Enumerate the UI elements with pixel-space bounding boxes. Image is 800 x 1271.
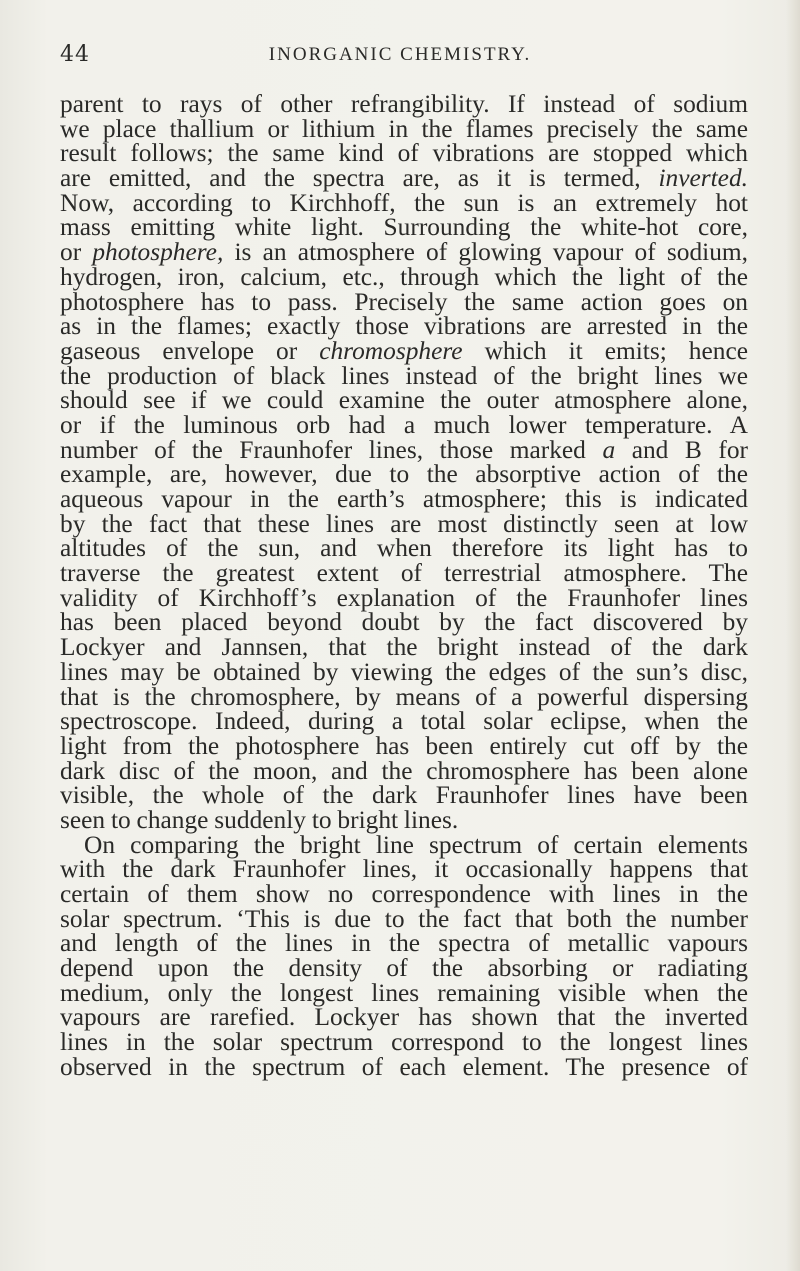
text-line: solar spectrum. ‘This is due to the fact that both the number xyxy=(60,904,748,933)
text-segment: gaseous envelope or xyxy=(60,336,320,365)
text-line: hydrogen, iron, calcium, etc., through which the light of the xyxy=(60,262,748,291)
text-line: or if the luminous orb had a much lower temperature. A xyxy=(60,410,748,439)
text-line: with the dark Fraunhofer lines, it occasionally happens that xyxy=(60,855,748,884)
text-segment: which it emits; hence xyxy=(462,336,748,365)
text-line: certain of them show no correspondence with lines in the xyxy=(60,880,748,908)
text-segment: are emitted, and the spectra are, as it is termed, xyxy=(60,164,659,193)
text-line: by the fact that these lines are most distinctly seen at low xyxy=(60,509,748,538)
text-line: aqueous vapour in the earth’s atmosphere; this is indicated xyxy=(60,485,748,513)
italic-term: a xyxy=(602,435,616,464)
text-line: spectroscope. Indeed, during a total solar eclipse, when the xyxy=(60,707,748,736)
text-line: has been placed beyond doubt by the fact discovered by xyxy=(60,608,748,637)
text-line: altitudes of the sun, and when therefore its light has to xyxy=(60,534,748,563)
text-line: observed in the spectrum of each element. The presence of xyxy=(60,1052,748,1081)
text-line: example, are, however, due to the absorptive action of the xyxy=(60,460,748,489)
text-line: photosphere has to pass. Precisely the same action goes on xyxy=(60,287,748,316)
text-line: On comparing the bright line spectrum of certain elements xyxy=(84,830,748,859)
text-line: validity of Kirchhoff’s explanation of the Fraunhofer lines xyxy=(60,583,748,612)
text-line: and length of the lines in the spectra of metallic vapours xyxy=(60,929,748,958)
text-segment: is an atmosphere of glowing vapour of sodium, xyxy=(223,238,748,267)
italic-term: chromosphere xyxy=(319,336,463,365)
text-line: vapours are rarefied. Lockyer has shown that the inverted xyxy=(60,1003,748,1032)
text-line: medium, only the longest lines remaining visible when the xyxy=(60,978,748,1007)
text-line: the production of black lines instead of the bright lines we xyxy=(60,361,748,390)
text-line: should see if we could examine the outer atmosphere alone, xyxy=(60,386,748,415)
text-segment: number of the Fraunhofer lines, those marked xyxy=(60,435,603,464)
text-line: as in the flames; exactly those vibrations are arrested in the xyxy=(60,312,748,341)
text-line xyxy=(60,435,748,464)
page-header xyxy=(60,42,740,72)
page-number: 44 xyxy=(60,42,90,67)
text-line: we place thallium or lithium in the flames precisely the same xyxy=(60,114,748,143)
text-line: seen to change suddenly to bright lines. xyxy=(60,805,459,834)
text-segment: and B for xyxy=(615,435,748,464)
text-line: lines in the solar spectrum correspond to the longest lines xyxy=(60,1028,748,1057)
text-line: that is the chromosphere, by means of a powerful dispersing xyxy=(60,682,748,711)
body-text xyxy=(60,92,748,1080)
text-line: depend upon the density of the absorbing or radiating xyxy=(60,954,748,983)
text-line xyxy=(60,240,748,265)
text-line: Lockyer and Jannsen, that the bright instead of the dark xyxy=(60,633,748,662)
text-line: light from the photosphere has been entirely cut off by the xyxy=(60,731,748,760)
text-line: result follows; the same kind of vibrations are stopped which xyxy=(60,139,748,168)
text-line xyxy=(60,336,748,365)
text-line: Now, according to Kirchhoff, the sun is an extremely hot xyxy=(60,188,748,217)
italic-term: inverted. xyxy=(658,164,748,193)
running-head: INORGANIC CHEMISTRY. xyxy=(268,44,532,65)
page-edge-shadow xyxy=(786,0,800,1271)
text-segment: or xyxy=(60,238,93,267)
text-line: parent to rays of other refrangibility. If instead of sodium xyxy=(60,90,748,118)
text-line: visible, the whole of the dark Fraunhofer lines have been xyxy=(60,781,748,810)
text-line: lines may be obtained by viewing the edges of the sun’s disc, xyxy=(60,657,748,686)
text-line xyxy=(60,166,748,191)
text-line: traverse the greatest extent of terrestrial atmosphere. The xyxy=(60,559,748,588)
italic-term: photosphere, xyxy=(92,238,224,267)
text-line: dark disc of the moon, and the chromosphere has been alone xyxy=(60,756,748,785)
text-line: mass emitting white light. Surrounding the white-hot core, xyxy=(60,213,748,242)
